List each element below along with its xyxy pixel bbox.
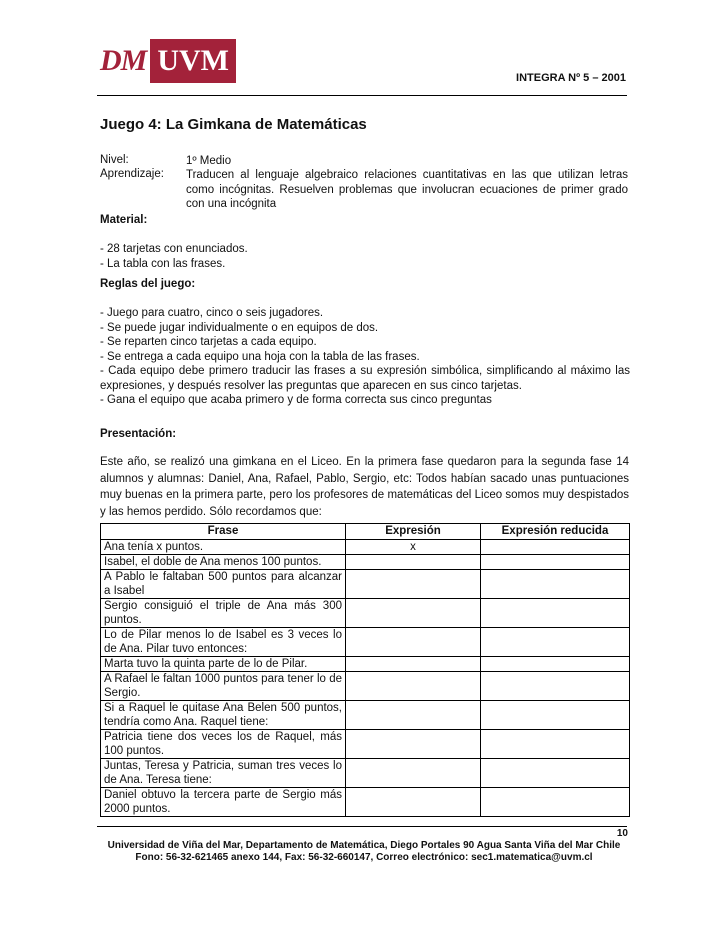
table-row (101, 628, 630, 657)
footer (97, 840, 631, 864)
expresion-cell (346, 599, 481, 628)
frase-cell: A Pablo le faltaban 500 puntos para alcanzar a Isabel (101, 570, 346, 599)
reducida-cell (481, 570, 630, 599)
logo-uvm-text: UVM (150, 39, 236, 83)
frase-cell: A Rafael le faltan 1000 puntos para tener lo de Sergio. (101, 672, 346, 701)
nivel-value: 1º Medio (186, 155, 232, 167)
expresion-cell (346, 657, 481, 672)
expresion-cell (346, 730, 481, 759)
table-header-row (101, 524, 630, 540)
table-row (101, 788, 630, 817)
expresion-cell (346, 759, 481, 788)
logo-dm-text: DM (100, 44, 147, 77)
table-row (101, 759, 630, 788)
regla-item: - Juego para cuatro, cinco o seis jugadores. (100, 307, 324, 319)
material-heading: Material: (100, 214, 148, 226)
table-row (101, 555, 630, 570)
header-divider (97, 95, 627, 96)
expresion-cell (346, 555, 481, 570)
page-title: Juego 4: La Gimkana de Matemáticas (100, 116, 367, 133)
frase-cell: Si a Raquel le quitase Ana Belen 500 puntos, tendría como Ana. Raquel tiene: (101, 701, 346, 730)
frase-cell: Daniel obtuvo la tercera parte de Sergio más 2000 puntos. (101, 788, 346, 817)
expresion-cell (346, 628, 481, 657)
frase-cell: Juntas, Teresa y Patricia, suman tres veces lo de Ana. Teresa tiene: (101, 759, 346, 788)
reducida-cell (481, 657, 630, 672)
material-list (100, 242, 630, 271)
footer-address: Universidad de Viña del Mar, Departamento de Matemática, Diego Portales 90 Agua Santa Viña del Mar Chile (107, 840, 621, 851)
col-frase-header: Frase (101, 524, 346, 540)
nivel-label: Nivel: (100, 154, 129, 166)
table-row (101, 701, 630, 730)
aprendizaje-value: Traducen al lenguaje algebraico relaciones cuantitativas en las que utilizan letras como incógnitas. Resuelven problemas que involucran ecuaciones de primer grado con una incógnita (186, 169, 628, 210)
table-row (101, 730, 630, 759)
expresion-cell (346, 672, 481, 701)
expresion-cell (346, 788, 481, 817)
expresion-cell (346, 570, 481, 599)
regla-item: - Se puede jugar individualmente o en equipos de dos. (100, 321, 379, 334)
expresion-cell (346, 701, 481, 730)
reglas-heading: Reglas del juego: (100, 278, 196, 290)
frase-cell: Lo de Pilar menos lo de Isabel es 3 veces lo de Ana. Pilar tuvo entonces: (101, 628, 346, 657)
regla-item: - Se reparten cinco tarjetas a cada equipo. (100, 336, 317, 348)
frase-cell: Sergio consiguió el triple de Ana más 300 puntos. (101, 599, 346, 628)
regla-item: - Gana el equipo que acaba primero y de forma correcta sus cinco preguntas (100, 394, 492, 406)
presentacion-heading: Presentación: (100, 428, 177, 440)
header-issue-label: INTEGRA Nº 5 – 2001 (516, 72, 626, 84)
reducida-cell (481, 628, 630, 657)
table-row (101, 599, 630, 628)
reducida-cell (481, 788, 630, 817)
frase-cell: Patricia tiene dos veces los de Raquel, más 100 puntos. (101, 730, 346, 759)
aprendizaje-label: Aprendizaje: (100, 168, 164, 180)
reducida-cell (481, 759, 630, 788)
table-row (101, 570, 630, 599)
page-number: 10 (616, 828, 628, 839)
material-item: - La tabla con las frases. (100, 257, 226, 270)
table-row (101, 657, 630, 672)
reducida-cell (481, 701, 630, 730)
col-expresion-header: Expresión (346, 524, 481, 540)
frase-cell: Ana tenía x puntos. (101, 540, 346, 555)
footer-contact: Fono: 56-32-621465 anexo 144, Fax: 56-32-660147, Correo electrónico: sec1.matematica@uvm.cl (135, 852, 593, 863)
reducida-cell (481, 672, 630, 701)
frase-cell: Marta tuvo la quinta parte de lo de Pilar. (101, 657, 346, 672)
table-row (101, 540, 630, 555)
reducida-cell (481, 730, 630, 759)
reducida-cell (481, 599, 630, 628)
expresion-cell: x (346, 540, 481, 555)
reglas-list (100, 306, 630, 408)
col-reducida-header: Expresión reducida (481, 524, 630, 540)
university-logo (98, 39, 236, 83)
presentacion-text: Este año, se realizó una gimkana en el Liceo. En la primera fase quedaron para la segunda fase 14 alumnos y alumnas: Daniel, Ana, Rafael, Pablo, Sergio, etc: Todos habían sacado unas puntuaciones muy buenas en la primera parte, pero los profesores de matemáticas del Liceo somos muy despistados y las hemos perdido. Sólo recordamos que: (100, 456, 629, 518)
regla-item: - Se entrega a cada equipo una hoja con la tabla de las frases. (100, 350, 420, 363)
reducida-cell (481, 540, 630, 555)
regla-item: - Cada equipo debe primero traducir las frases a su expresión simbólica, simplificando al máximo las expresiones, y después resolver las preguntas que aparecen en sus cinco tarjetas. (100, 365, 630, 392)
reducida-cell (481, 555, 630, 570)
frase-cell: Isabel, el doble de Ana menos 100 puntos. (101, 555, 346, 570)
material-item: - 28 tarjetas con enunciados. (100, 243, 248, 255)
table-row (101, 672, 630, 701)
footer-divider (97, 826, 627, 827)
frases-table (100, 523, 630, 817)
